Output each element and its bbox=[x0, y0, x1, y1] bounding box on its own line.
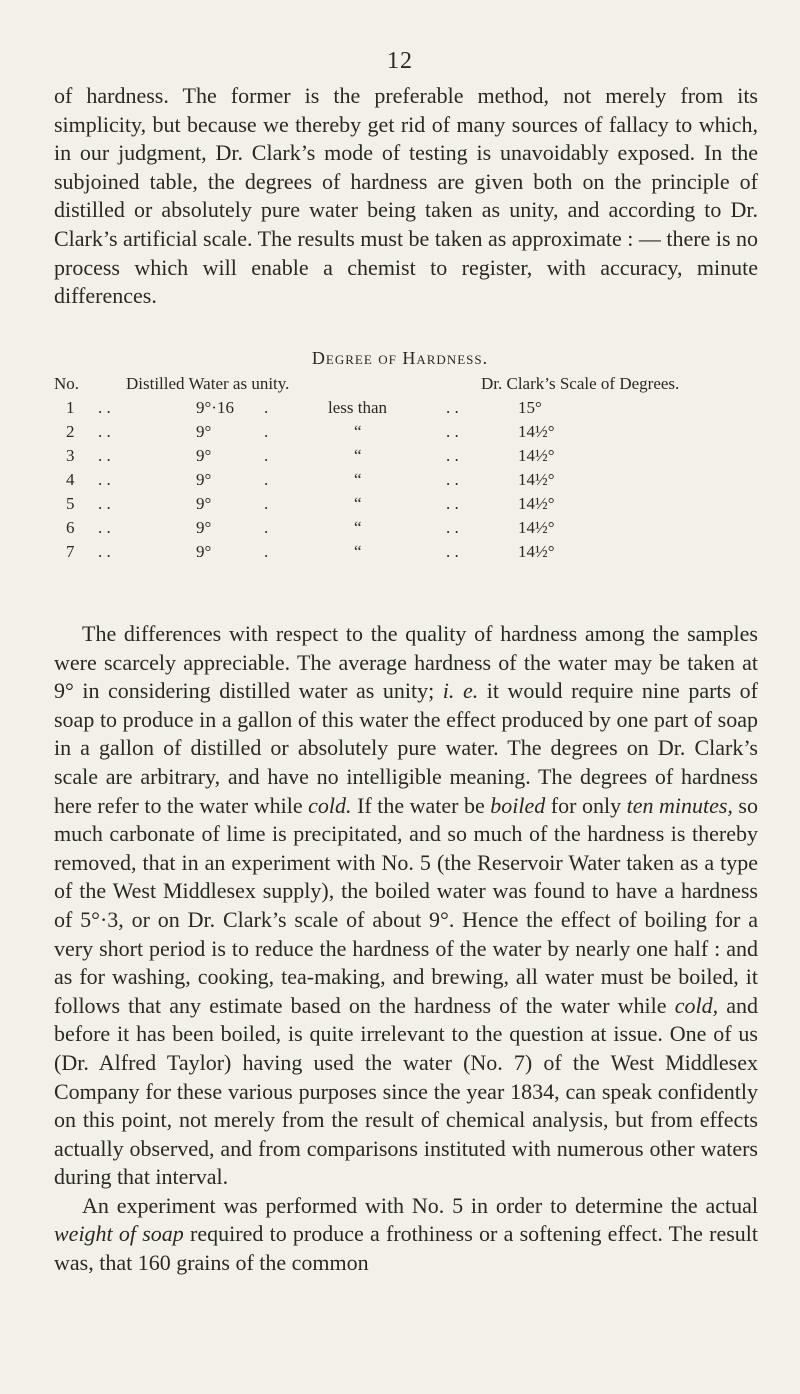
row-leader: . . bbox=[446, 398, 459, 417]
table-title: Degree of Hardness. bbox=[311, 348, 489, 368]
row-clark: 14½° bbox=[518, 446, 555, 465]
paragraph-2-ten-minutes: ten minutes, bbox=[626, 792, 733, 818]
paragraph-2-boiled: boiled bbox=[490, 792, 546, 818]
row-leader: . . bbox=[98, 398, 111, 417]
row-leader: . bbox=[264, 446, 269, 465]
row-qualifier: less than bbox=[328, 398, 388, 417]
row-clark: 14½° bbox=[518, 422, 555, 441]
row-qualifier: “ bbox=[354, 422, 362, 441]
row-no: 7 bbox=[66, 542, 75, 561]
row-leader: . . bbox=[446, 494, 459, 513]
row-no: 6 bbox=[66, 518, 75, 537]
header-clark-scale: Dr. Clark’s Scale of Degrees. bbox=[481, 374, 680, 393]
row-leader: . bbox=[264, 398, 269, 417]
table-row bbox=[54, 470, 758, 494]
table-row bbox=[54, 398, 758, 422]
paragraph-2-text: If the water be bbox=[351, 792, 491, 818]
row-qualifier: “ bbox=[354, 542, 362, 561]
row-qualifier: “ bbox=[354, 494, 362, 513]
row-distilled: 9° bbox=[196, 422, 212, 441]
paragraph-2-text: The differences with respect to the quality of hardness among the samples were scarcely appreciable. The average hardness of the water may be taken at 9° in considering distilled water as unity; bbox=[54, 621, 758, 704]
paragraph-2-cold: cold. bbox=[308, 792, 352, 818]
row-leader: . . bbox=[98, 446, 111, 465]
paragraph-3-weight-of-soap: weight of soap bbox=[54, 1221, 184, 1247]
table-row bbox=[54, 422, 758, 446]
row-leader: . . bbox=[98, 542, 111, 561]
row-leader: . bbox=[264, 422, 269, 441]
header-distilled: Distilled Water as unity. bbox=[126, 374, 290, 393]
row-distilled: 9°·16 bbox=[196, 398, 234, 417]
table-row bbox=[54, 494, 758, 518]
header-no: No. bbox=[54, 374, 80, 393]
row-leader: . bbox=[264, 542, 269, 561]
row-clark: 14½° bbox=[518, 470, 555, 489]
row-leader: . . bbox=[446, 542, 459, 561]
row-qualifier: “ bbox=[354, 470, 362, 489]
paragraph-2-text: and before it has been boiled, is quite irrelevant to the question at issue. One of us (Dr. Alfred Taylor) having used the water (No. 7) of the West Middlesex Company for these various purposes since the year 1834, can speak confidently on this point, not merely from the result of chemical analysis, but from effects actually observed, and from comparisons instituted with numerous other waters during that interval. bbox=[54, 992, 758, 1190]
row-leader: . . bbox=[98, 422, 111, 441]
paragraph-2-text: it would require nine parts of soap to produce in a gallon of this water the effect produced by one part of soap in a gallon of distilled or absolutely pure water. The degrees on Dr. Clark’s scale are arbitrary, and have no intelligible meaning. The degrees of hardness here refer to the water while bbox=[54, 678, 758, 818]
row-leader: . . bbox=[98, 494, 111, 513]
table-header-row bbox=[54, 374, 758, 398]
paragraph-1: of hardness. The former is the preferable method, not merely from its simplicity, but because we thereby get rid of many sources of fallacy to which, in our judgment, Dr. Clark’s mode of testing is unavoidably exposed. In the subjoined table, the degrees of hardness are given both on the principle of distilled or absolutely pure water being taken as unity, and according to Dr. Clark’s artificial scale. The results must be taken as approximate : — there is no process which will enable a chemist to register, with accuracy, minute differences. bbox=[54, 83, 758, 309]
row-clark: 14½° bbox=[518, 542, 555, 561]
row-leader: . bbox=[264, 470, 269, 489]
table-row bbox=[54, 446, 758, 470]
row-leader: . bbox=[264, 494, 269, 513]
row-clark: 14½° bbox=[518, 494, 555, 513]
row-distilled: 9° bbox=[196, 518, 212, 537]
row-no: 1 bbox=[66, 398, 75, 417]
row-qualifier: “ bbox=[354, 446, 362, 465]
row-no: 2 bbox=[66, 422, 75, 441]
row-leader: . . bbox=[446, 446, 459, 465]
row-clark: 14½° bbox=[518, 518, 555, 537]
paragraph-3-text: required to produce a frothiness or a softening effect. The result was, that 160 grains of the common bbox=[54, 1221, 758, 1276]
paragraph-2-ie: i. e. bbox=[442, 678, 479, 704]
row-leader: . . bbox=[98, 518, 111, 537]
row-no: 3 bbox=[66, 446, 75, 465]
row-distilled: 9° bbox=[196, 470, 212, 489]
table-row bbox=[54, 518, 758, 542]
paragraph-3-text: An experiment was performed with No. 5 in order to determine the actual bbox=[82, 1192, 758, 1218]
row-distilled: 9° bbox=[196, 494, 212, 513]
row-leader: . . bbox=[446, 518, 459, 537]
row-leader: . . bbox=[98, 470, 111, 489]
row-qualifier: “ bbox=[354, 518, 362, 537]
row-no: 5 bbox=[66, 494, 75, 513]
paragraph-2-text: so much carbonate of lime is precipitated, and so much of the hardness is thereby removed, that in an experiment with No. 5 (the Reservoir Water taken as a type of the West Middlesex supply), the boiled water was found to have a hardness of 5°·3, or on Dr. Clark’s scale of about 9°. Hence the effect of boiling for a very short period is to reduce the hardness of the water by nearly one half : and as for washing, cooking, tea-making, and brewing, all water must be boiled, it follows that any estimate based on the hardness of the water while bbox=[54, 792, 758, 1018]
row-distilled: 9° bbox=[196, 542, 212, 561]
row-leader: . . bbox=[446, 470, 459, 489]
paragraph-2-cold: cold, bbox=[674, 992, 719, 1018]
row-clark: 15° bbox=[518, 398, 542, 417]
paragraph-2 bbox=[54, 620, 758, 1278]
row-no: 4 bbox=[66, 470, 75, 489]
table-row bbox=[54, 542, 758, 566]
row-distilled: 9° bbox=[196, 446, 212, 465]
page-number: 12 bbox=[387, 48, 413, 74]
row-leader: . . bbox=[446, 422, 459, 441]
paragraph-2-text: for only bbox=[545, 792, 627, 818]
row-leader: . bbox=[264, 518, 269, 537]
